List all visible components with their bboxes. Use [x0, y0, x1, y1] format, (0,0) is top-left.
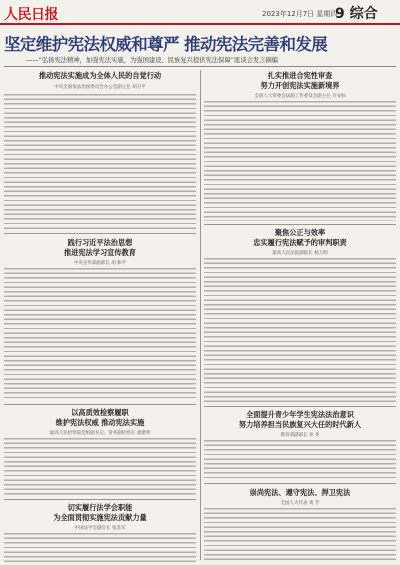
article-5-title-line: 以高质效检察履职 — [71, 408, 129, 417]
article-2-body — [204, 101, 396, 221]
article-6-title — [204, 410, 396, 430]
article-7-byline: 中国法学会副会长 张苏军 — [74, 526, 126, 531]
article-7-title — [4, 503, 196, 523]
article-7-body — [4, 533, 196, 563]
article-divider — [4, 499, 196, 500]
article-8-title — [204, 488, 396, 498]
article-6-title-line: 努力培养担当民族复兴大任的时代新人 — [238, 420, 362, 429]
article-2-byline: 全国人大常委会法制工作委员会副主任 许安标 — [254, 94, 346, 99]
article-2-title-line: 扎实推进合宪性审查 — [267, 71, 333, 80]
column-divider — [200, 70, 201, 560]
article-1-byline: 中央全面依法治国委员会办公室副主任 胡卫平 — [54, 85, 146, 90]
article-3-title — [4, 238, 196, 258]
article-4-title-line: 忠实履行宪法赋予的审判职责 — [253, 238, 347, 247]
page-number: 9 综合 — [335, 6, 378, 22]
article-divider — [204, 483, 396, 484]
article-8-title-line: 崇尚宪法、遵守宪法、捍卫宪法 — [249, 488, 351, 497]
article-4-title — [204, 228, 396, 248]
article-8-body — [204, 508, 396, 563]
article-divider — [4, 404, 196, 405]
article-4-title-line: 聚焦公正与效率 — [274, 228, 326, 237]
page-headline: 坚定维护宪法权威和尊严 推动宪法完善和发展 — [4, 35, 328, 54]
article-2-title-line: 努力开创宪法实施新境界 — [260, 81, 340, 90]
article-5-byline: 最高人民检察院党组副书记、常务副检察长 童建明 — [49, 431, 151, 436]
article-6-title-line: 全面提升青少年学生宪法法治意识 — [246, 410, 354, 419]
article-divider — [4, 233, 196, 234]
article-4-body — [204, 258, 396, 403]
headline-divider — [4, 66, 396, 67]
article-6-byline: 教育部副部长 孙 尧 — [280, 433, 320, 438]
article-1-body — [4, 94, 196, 230]
article-3-title-line: 践行习近平法治思想 — [67, 238, 133, 247]
article-1-title: 推动宪法实施成为全体人民的自觉行动 — [38, 71, 162, 80]
article-4-byline: 最高人民法院副院长 杨万明 — [272, 251, 328, 256]
article-7-title-line: 为全面贯彻实施宪法贡献力量 — [53, 513, 147, 522]
issue-date: 2023年12月7日 星期四 — [262, 10, 338, 18]
article-8-byline: 全国人大代表 黄 芳 — [280, 501, 320, 506]
article-5-body — [4, 438, 196, 496]
article-divider — [204, 406, 396, 407]
masthead-rule — [0, 23, 400, 25]
article-5-title-line: 维护宪法权威 推动宪法实施 — [55, 418, 145, 427]
article-divider — [204, 224, 396, 225]
article-6-body — [204, 440, 396, 480]
article-3-byline: 中央宣传部副部长 胡 和平 — [73, 261, 127, 266]
article-2-title — [204, 71, 396, 91]
article-7-title-line: 切实履行法学会职能 — [67, 503, 133, 512]
article-3-body — [4, 268, 196, 401]
article-5-title — [4, 408, 196, 428]
article-3-title-line: 推进宪法学习宣传教育 — [64, 248, 136, 257]
page-subheadline: ——“弘扬宪法精神，加强宪法实施，为强国建设、民族复兴提供宪法保障”座谈会发言摘编 — [26, 57, 279, 64]
newspaper-logo: 人民日报 — [4, 7, 58, 23]
